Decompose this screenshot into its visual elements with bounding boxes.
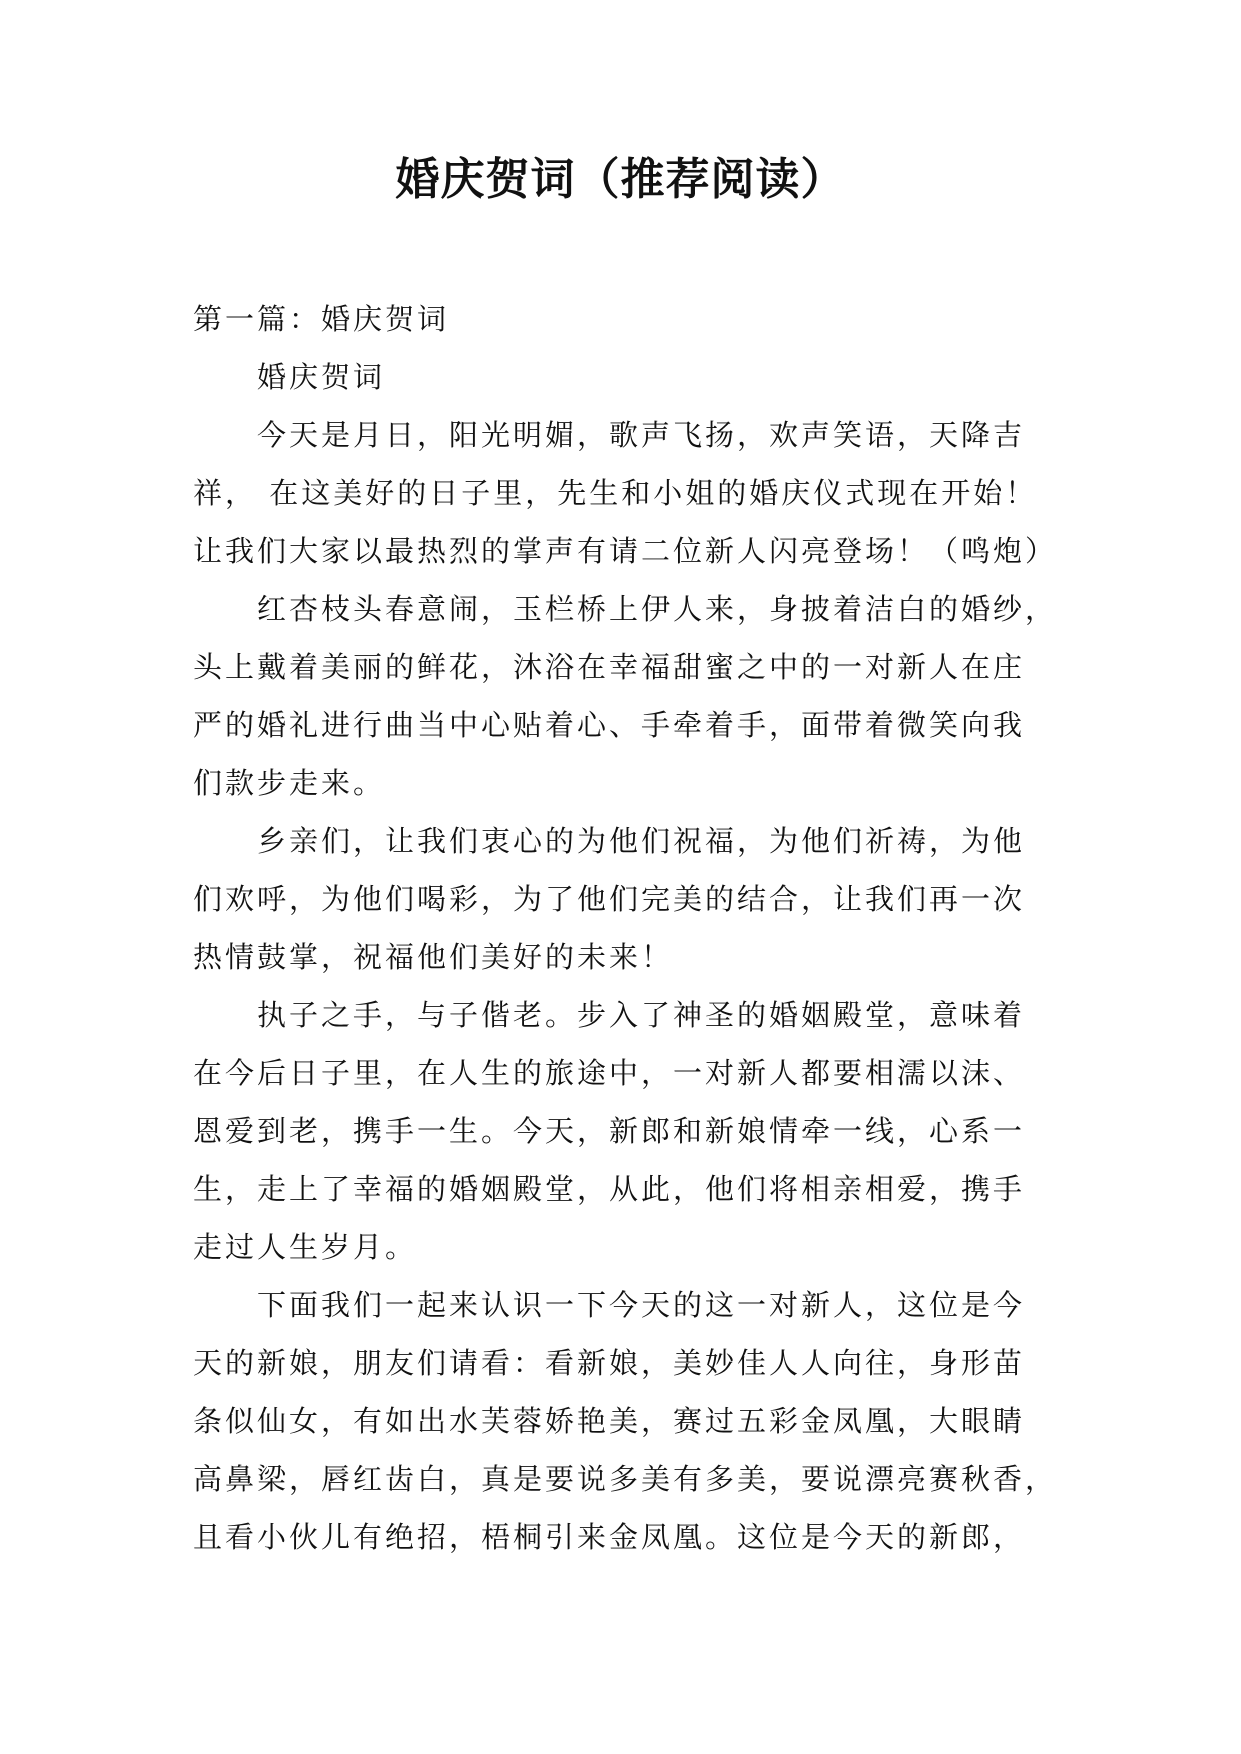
- text-line: 高鼻梁，唇红齿白，真是要说多美有多美，要说漂亮赛秋香，: [193, 1462, 1058, 1496]
- text-line: 们欢呼，为他们喝彩，为了他们完美的结合，让我们再一次: [193, 882, 1026, 916]
- text-line: 生，走上了幸福的婚姻殿堂，从此，他们将相亲相爱，携手: [193, 1172, 1026, 1206]
- text-line: 第一篇：婚庆贺词: [193, 302, 450, 336]
- text-line: 条似仙女，有如出水芙蓉娇艳美，赛过五彩金凤凰，大眼睛: [193, 1404, 1026, 1438]
- document-title: 婚庆贺词（推荐阅读）: [395, 154, 846, 205]
- text-line: 下面我们一起来认识一下今天的这一对新人，这位是今: [257, 1288, 1026, 1322]
- text-line: 乡亲们，让我们衷心的为他们祝福，为他们祈祷，为他: [257, 824, 1026, 858]
- text-line: 热情鼓掌，祝福他们美好的未来！: [193, 940, 674, 974]
- text-line: 让我们大家以最热烈的掌声有请二位新人闪亮登场！（鸣炮）: [193, 534, 1058, 568]
- text-line: 在今后日子里，在人生的旅途中，一对新人都要相濡以沫、: [193, 1056, 1026, 1090]
- text-line: 天的新娘，朋友们请看：看新娘，美妙佳人人向往，身形苗: [193, 1346, 1026, 1380]
- text-line: 们款步走来。: [193, 766, 386, 800]
- text-line: 执子之手，与子偕老。步入了神圣的婚姻殿堂，意味着: [257, 998, 1026, 1032]
- document-body: [193, 290, 1068, 1566]
- text-line: 走过人生岁月。: [193, 1230, 418, 1264]
- text-line: 严的婚礼进行曲当中心贴着心、手牵着手，面带着微笑向我: [193, 708, 1026, 742]
- text-line: 今天是月日，阳光明媚，歌声飞扬，欢声笑语，天降吉: [257, 418, 1026, 452]
- text-line: 祥， 在这美好的日子里，先生和小姐的婚庆仪式现在开始！: [193, 476, 1038, 510]
- text-line: 且看小伙儿有绝招，梧桐引来金凤凰。这位是今天的新郎，: [193, 1520, 1026, 1554]
- text-line: 红杏枝头春意闹，玉栏桥上伊人来，身披着洁白的婚纱，: [257, 592, 1058, 626]
- text-line: 婚庆贺词: [257, 360, 386, 394]
- text-line: 恩爱到老，携手一生。今天，新郎和新娘情牵一线，心系一: [193, 1114, 1026, 1148]
- text-line: 头上戴着美丽的鲜花，沐浴在幸福甜蜜之中的一对新人在庄: [193, 650, 1026, 684]
